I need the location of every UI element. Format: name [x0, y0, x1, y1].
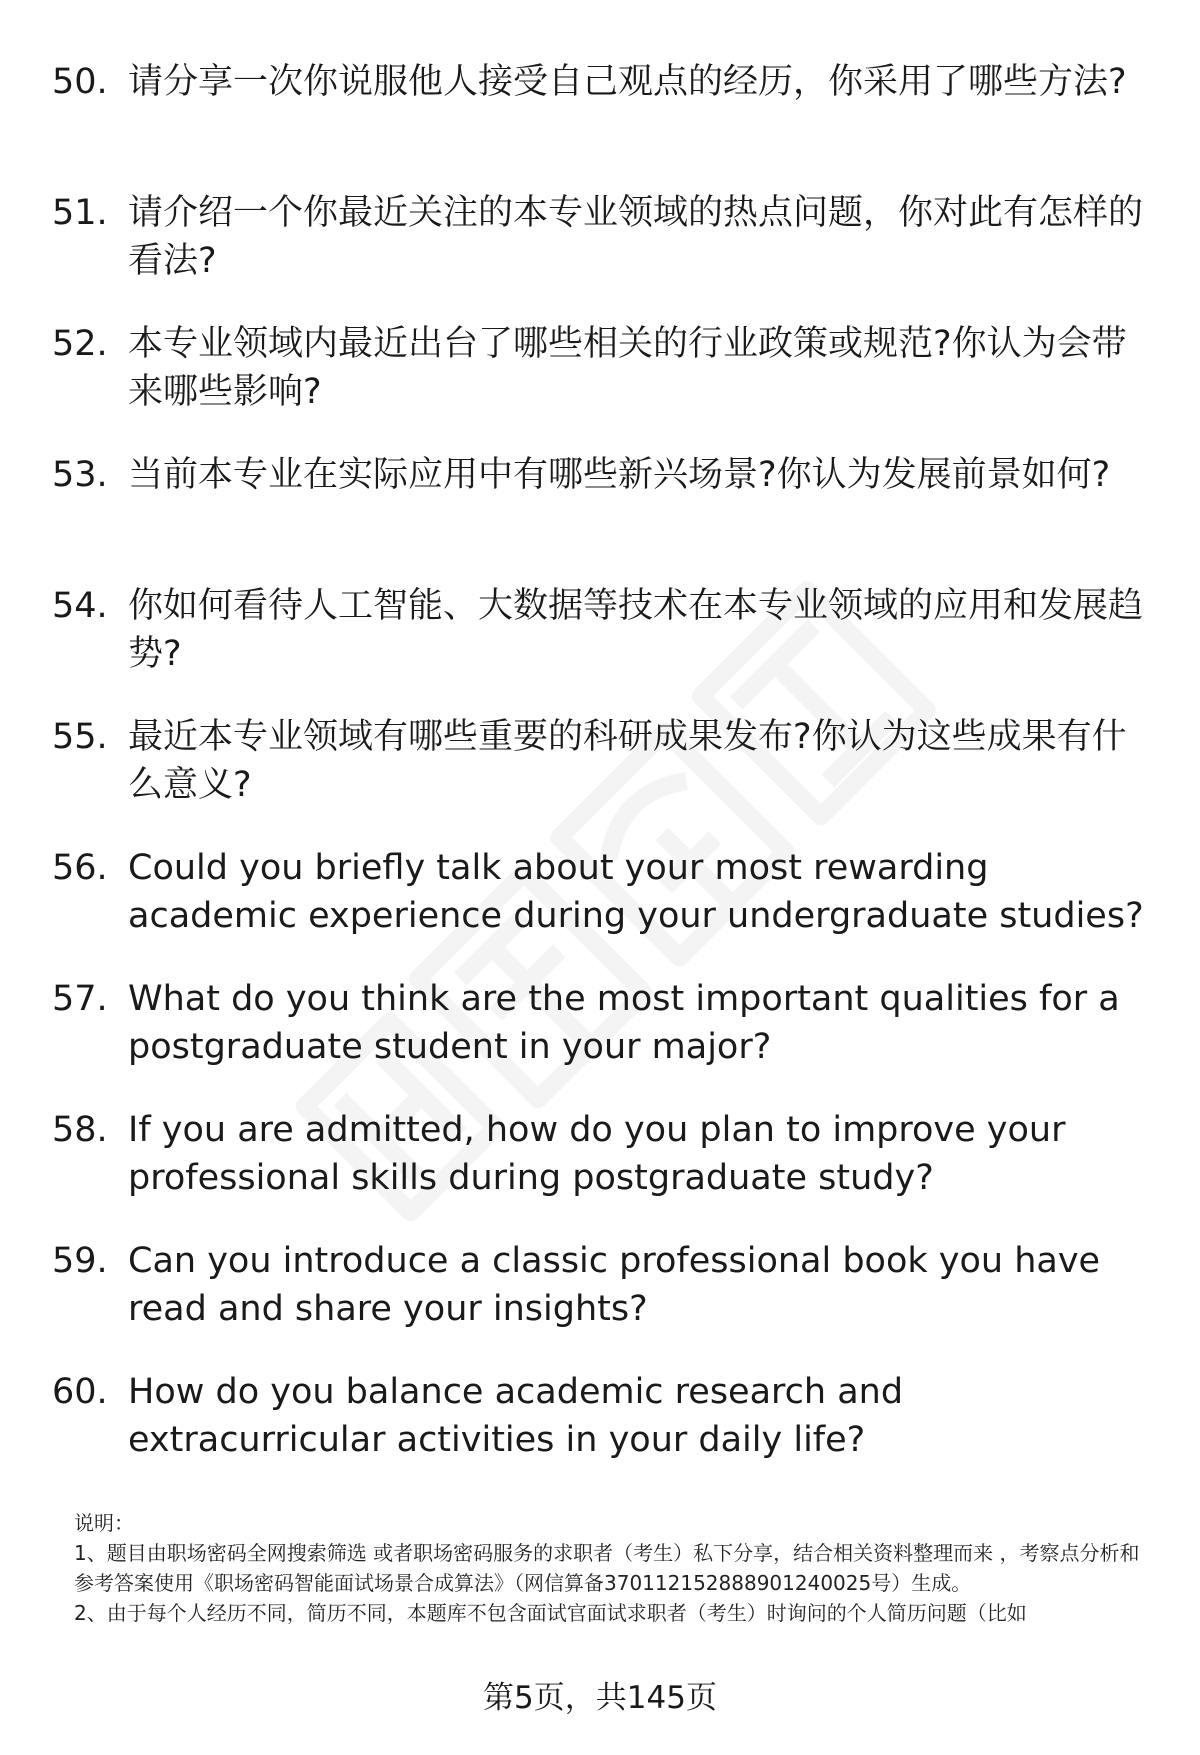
question-text: 请分享一次你说服他人接受自己观点的经历，你采用了哪些方法?	[128, 62, 1127, 102]
question-number: 58.	[52, 1110, 108, 1150]
question-text: How do you balance academic research and extracurricular activities in your daily life?	[128, 1372, 904, 1460]
notes-heading: 说明：	[74, 1511, 134, 1535]
question-number: 54.	[52, 586, 108, 626]
question-item	[0, 58, 1200, 189]
question-text: 当前本专业在实际应用中有哪些新兴场景?你认为发展前景如何?	[128, 455, 1111, 495]
question-number: 51.	[52, 193, 108, 233]
question-number: 57.	[52, 979, 108, 1019]
question-number: 56.	[52, 848, 108, 888]
question-number: 60.	[52, 1372, 108, 1412]
notes-item: 2、由于每个人经历不同，简历不同，本题库不包含面试官面试求职者（考生）时询问的个人简历问题（比如	[74, 1601, 1027, 1625]
question-list	[0, 58, 1200, 1499]
page-number: 第5页，共145页	[483, 1680, 717, 1716]
question-item	[0, 451, 1200, 582]
question-item	[0, 582, 1200, 713]
question-text: If you are admitted, how do you plan to improve your professional skills during postgraduate study?	[128, 1110, 1066, 1198]
question-text: 最近本专业领域有哪些重要的科研成果发布?你认为这些成果有什么意义?	[128, 717, 1127, 805]
question-text: 本专业领域内最近出台了哪些相关的行业政策或规范?你认为会带来哪些影响?	[128, 324, 1127, 412]
question-number: 55.	[52, 717, 108, 757]
question-item	[0, 844, 1200, 975]
question-text: Can you introduce a classic professional book you have read and share your insights?	[128, 1241, 1101, 1329]
question-number: 53.	[52, 455, 108, 495]
question-number: 59.	[52, 1241, 108, 1281]
question-text: What do you think are the most important qualities for a postgraduate student in your major?	[128, 979, 1120, 1067]
question-number: 50.	[52, 62, 108, 102]
question-item	[0, 1106, 1200, 1237]
question-text: Could you briefly talk about your most rewarding academic experience during your undergraduate studies?	[128, 848, 1144, 936]
question-item	[0, 713, 1200, 844]
question-number: 52.	[52, 324, 108, 364]
question-item	[0, 975, 1200, 1106]
question-text: 请介绍一个你最近关注的本专业领域的热点问题，你对此有怎样的看法?	[128, 193, 1144, 281]
notes-section	[74, 1508, 1154, 1628]
notes-item: 1、题目由职场密码全网搜索筛选 或者职场密码服务的求职者（考生）私下分享，结合相关资料整理而来 ，考察点分析和参考答案使用《职场密码智能面试场景合成算法》（网信算备370112152888901240025号）生成。	[74, 1541, 1140, 1595]
question-item	[0, 1368, 1200, 1499]
question-item	[0, 320, 1200, 451]
question-text: 你如何看待人工智能、大数据等技术在本专业领域的应用和发展趋势?	[128, 586, 1144, 674]
question-item	[0, 1237, 1200, 1368]
question-item	[0, 189, 1200, 320]
